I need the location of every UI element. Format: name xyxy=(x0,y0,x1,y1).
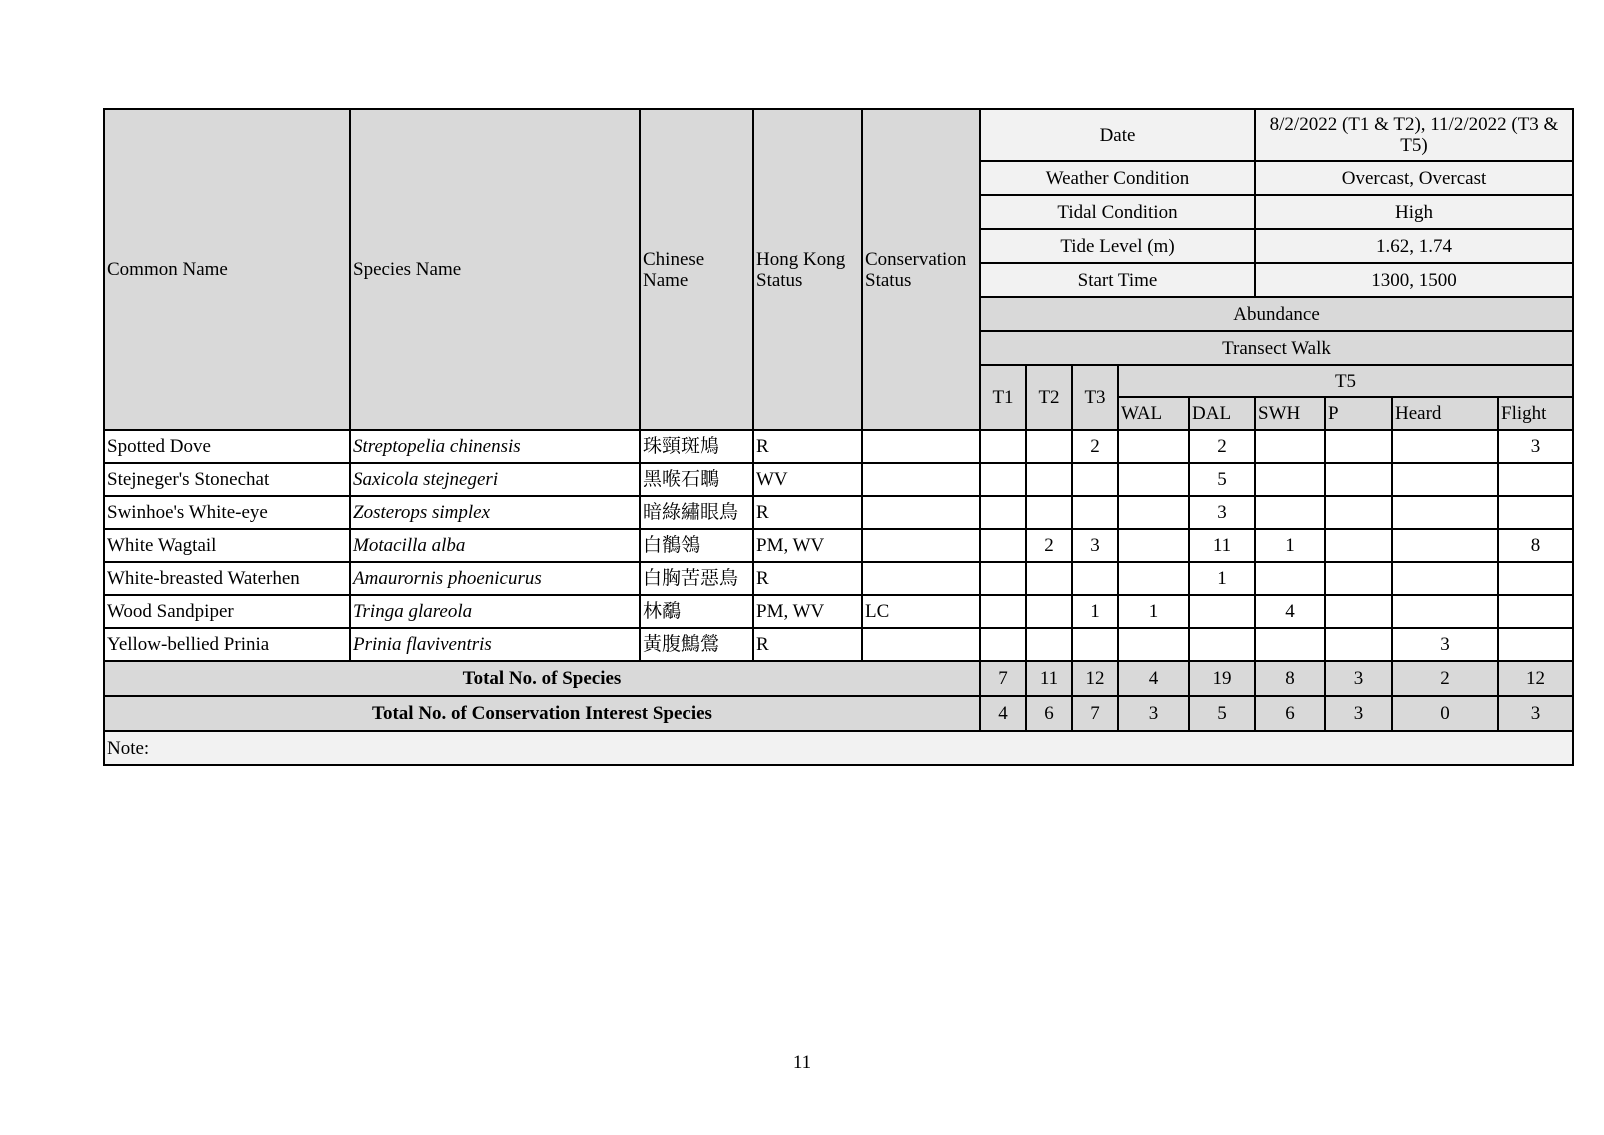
common-name-cell: White-breasted Waterhen xyxy=(104,562,350,595)
count-cell: 4 xyxy=(1255,595,1325,628)
chinese-name-cell: 白鶺鴒 xyxy=(640,529,753,562)
count-cell xyxy=(1026,628,1072,661)
count-cell xyxy=(1072,496,1118,529)
table-row xyxy=(104,430,1573,463)
count-cell: 1 xyxy=(1189,562,1255,595)
count-cell xyxy=(1392,562,1498,595)
count-cell xyxy=(980,628,1026,661)
count-cell: 1 xyxy=(1255,529,1325,562)
conservation-status-cell: LC xyxy=(862,595,980,628)
table-row xyxy=(104,595,1573,628)
count-cell xyxy=(1392,595,1498,628)
count-cell xyxy=(1325,529,1392,562)
count-cell xyxy=(1325,496,1392,529)
species-name-cell: Motacilla alba xyxy=(350,529,640,562)
count-cell: 11 xyxy=(1189,529,1255,562)
total-species-flight: 12 xyxy=(1498,661,1573,696)
count-cell xyxy=(1255,562,1325,595)
hk-status-cell: R xyxy=(753,496,862,529)
count-cell: 3 xyxy=(1392,628,1498,661)
count-cell xyxy=(1392,430,1498,463)
count-cell xyxy=(980,463,1026,496)
count-cell xyxy=(980,496,1026,529)
page-number: 11 xyxy=(792,1052,812,1073)
count-cell xyxy=(1392,496,1498,529)
total-conservation-t2: 6 xyxy=(1026,696,1072,731)
hk-status-cell: PM, WV xyxy=(753,595,862,628)
table-row xyxy=(104,529,1573,562)
conservation-status-cell xyxy=(862,628,980,661)
species-name-cell: Zosterops simplex xyxy=(350,496,640,529)
date-label: Date xyxy=(980,109,1255,161)
count-cell xyxy=(1325,628,1392,661)
chinese-name-cell: 暗綠繡眼鳥 xyxy=(640,496,753,529)
total-species-label: Total No. of Species xyxy=(104,661,980,696)
count-cell xyxy=(1325,463,1392,496)
total-species-p: 3 xyxy=(1325,661,1392,696)
col-header-p: P xyxy=(1325,397,1392,430)
count-cell xyxy=(1118,628,1189,661)
count-cell: 3 xyxy=(1072,529,1118,562)
col-header-flight: Flight xyxy=(1498,397,1573,430)
species-rows xyxy=(104,430,1573,661)
total-species-wal: 4 xyxy=(1118,661,1189,696)
date-value: 8/2/2022 (T1 & T2), 11/2/2022 (T3 & T5) xyxy=(1255,109,1573,161)
total-conservation-p: 3 xyxy=(1325,696,1392,731)
t5-header: T5 xyxy=(1118,365,1573,397)
note-text: Note: xyxy=(104,731,1573,765)
header-chinese-name: Chinese Name xyxy=(640,109,753,430)
species-name-cell: Streptopelia chinensis xyxy=(350,430,640,463)
common-name-cell: Yellow-bellied Prinia xyxy=(104,628,350,661)
chinese-name-cell: 黃腹鷦鶯 xyxy=(640,628,753,661)
total-species-t2: 11 xyxy=(1026,661,1072,696)
count-cell xyxy=(980,562,1026,595)
count-cell xyxy=(1189,595,1255,628)
count-cell xyxy=(1118,529,1189,562)
total-species-heard: 2 xyxy=(1392,661,1498,696)
common-name-cell: Swinhoe's White-eye xyxy=(104,496,350,529)
col-header-t1: T1 xyxy=(980,365,1026,430)
count-cell xyxy=(1026,562,1072,595)
species-name-cell: Tringa glareola xyxy=(350,595,640,628)
conservation-status-cell xyxy=(862,496,980,529)
total-conservation-label: Total No. of Conservation Interest Species xyxy=(104,696,980,731)
tide-level-label: Tide Level (m) xyxy=(980,229,1255,263)
count-cell xyxy=(1325,562,1392,595)
common-name-cell: Wood Sandpiper xyxy=(104,595,350,628)
species-name-cell: Amaurornis phoenicurus xyxy=(350,562,640,595)
total-species-t3: 12 xyxy=(1072,661,1118,696)
count-cell: 2 xyxy=(1189,430,1255,463)
count-cell xyxy=(1392,463,1498,496)
species-name-cell: Prinia flaviventris xyxy=(350,628,640,661)
count-cell: 1 xyxy=(1072,595,1118,628)
start-time-value: 1300, 1500 xyxy=(1255,263,1573,297)
count-cell xyxy=(980,595,1026,628)
table-row xyxy=(104,562,1573,595)
tide-level-value: 1.62, 1.74 xyxy=(1255,229,1573,263)
count-cell xyxy=(1498,463,1573,496)
common-name-cell: Stejneger's Stonechat xyxy=(104,463,350,496)
col-header-swh: SWH xyxy=(1255,397,1325,430)
start-time-label: Start Time xyxy=(980,263,1255,297)
weather-value: Overcast, Overcast xyxy=(1255,161,1573,195)
count-cell xyxy=(1118,430,1189,463)
header-common-name: Common Name xyxy=(104,109,350,430)
count-cell xyxy=(1255,430,1325,463)
count-cell xyxy=(1189,628,1255,661)
tidal-condition-label: Tidal Condition xyxy=(980,195,1255,229)
conservation-status-cell xyxy=(862,463,980,496)
count-cell xyxy=(1118,562,1189,595)
conservation-status-cell xyxy=(862,562,980,595)
count-cell xyxy=(1255,628,1325,661)
count-cell: 3 xyxy=(1498,430,1573,463)
weather-label: Weather Condition xyxy=(980,161,1255,195)
total-species-dal: 19 xyxy=(1189,661,1255,696)
total-conservation-t1: 4 xyxy=(980,696,1026,731)
hk-status-cell: R xyxy=(753,562,862,595)
total-conservation-heard: 0 xyxy=(1392,696,1498,731)
count-cell xyxy=(1255,463,1325,496)
count-cell: 3 xyxy=(1189,496,1255,529)
count-cell xyxy=(1498,595,1573,628)
count-cell: 2 xyxy=(1072,430,1118,463)
count-cell xyxy=(1325,430,1392,463)
total-conservation-dal: 5 xyxy=(1189,696,1255,731)
conservation-status-cell xyxy=(862,430,980,463)
species-name-cell: Saxicola stejnegeri xyxy=(350,463,640,496)
count-cell xyxy=(1392,529,1498,562)
count-cell xyxy=(1255,496,1325,529)
common-name-cell: Spotted Dove xyxy=(104,430,350,463)
count-cell xyxy=(1498,562,1573,595)
col-header-t3: T3 xyxy=(1072,365,1118,430)
header-hk-status: Hong Kong Status xyxy=(753,109,862,430)
table-row xyxy=(104,463,1573,496)
count-cell xyxy=(1026,463,1072,496)
count-cell xyxy=(1072,628,1118,661)
count-cell xyxy=(1072,562,1118,595)
total-species-t1: 7 xyxy=(980,661,1026,696)
count-cell: 5 xyxy=(1189,463,1255,496)
header-conservation-status: Conservation Status xyxy=(862,109,980,430)
total-conservation-swh: 6 xyxy=(1255,696,1325,731)
count-cell xyxy=(1118,463,1189,496)
table-row xyxy=(104,628,1573,661)
count-cell xyxy=(1118,496,1189,529)
count-cell xyxy=(1026,595,1072,628)
count-cell: 8 xyxy=(1498,529,1573,562)
conservation-status-cell xyxy=(862,529,980,562)
hk-status-cell: R xyxy=(753,430,862,463)
count-cell xyxy=(1498,628,1573,661)
abundance-header: Abundance xyxy=(980,297,1573,331)
col-header-t2: T2 xyxy=(1026,365,1072,430)
count-cell: 1 xyxy=(1118,595,1189,628)
count-cell xyxy=(1026,430,1072,463)
common-name-cell: White Wagtail xyxy=(104,529,350,562)
total-species-swh: 8 xyxy=(1255,661,1325,696)
col-header-dal: DAL xyxy=(1189,397,1255,430)
hk-status-cell: PM, WV xyxy=(753,529,862,562)
hk-status-cell: R xyxy=(753,628,862,661)
chinese-name-cell: 黑喉石䳭 xyxy=(640,463,753,496)
chinese-name-cell: 珠頸斑鳩 xyxy=(640,430,753,463)
total-conservation-wal: 3 xyxy=(1118,696,1189,731)
count-cell: 2 xyxy=(1026,529,1072,562)
count-cell xyxy=(980,430,1026,463)
total-conservation-t3: 7 xyxy=(1072,696,1118,731)
header-species-name: Species Name xyxy=(350,109,640,430)
count-cell xyxy=(1026,496,1072,529)
hk-status-cell: WV xyxy=(753,463,862,496)
transect-walk-header: Transect Walk xyxy=(980,331,1573,365)
bird-survey-table xyxy=(103,108,1574,766)
tidal-condition-value: High xyxy=(1255,195,1573,229)
total-conservation-flight: 3 xyxy=(1498,696,1573,731)
count-cell xyxy=(1072,463,1118,496)
count-cell xyxy=(980,529,1026,562)
table-row xyxy=(104,496,1573,529)
col-header-heard: Heard xyxy=(1392,397,1498,430)
count-cell xyxy=(1325,595,1392,628)
col-header-wal: WAL xyxy=(1118,397,1189,430)
chinese-name-cell: 林鷸 xyxy=(640,595,753,628)
count-cell xyxy=(1498,496,1573,529)
chinese-name-cell: 白胸苦惡鳥 xyxy=(640,562,753,595)
